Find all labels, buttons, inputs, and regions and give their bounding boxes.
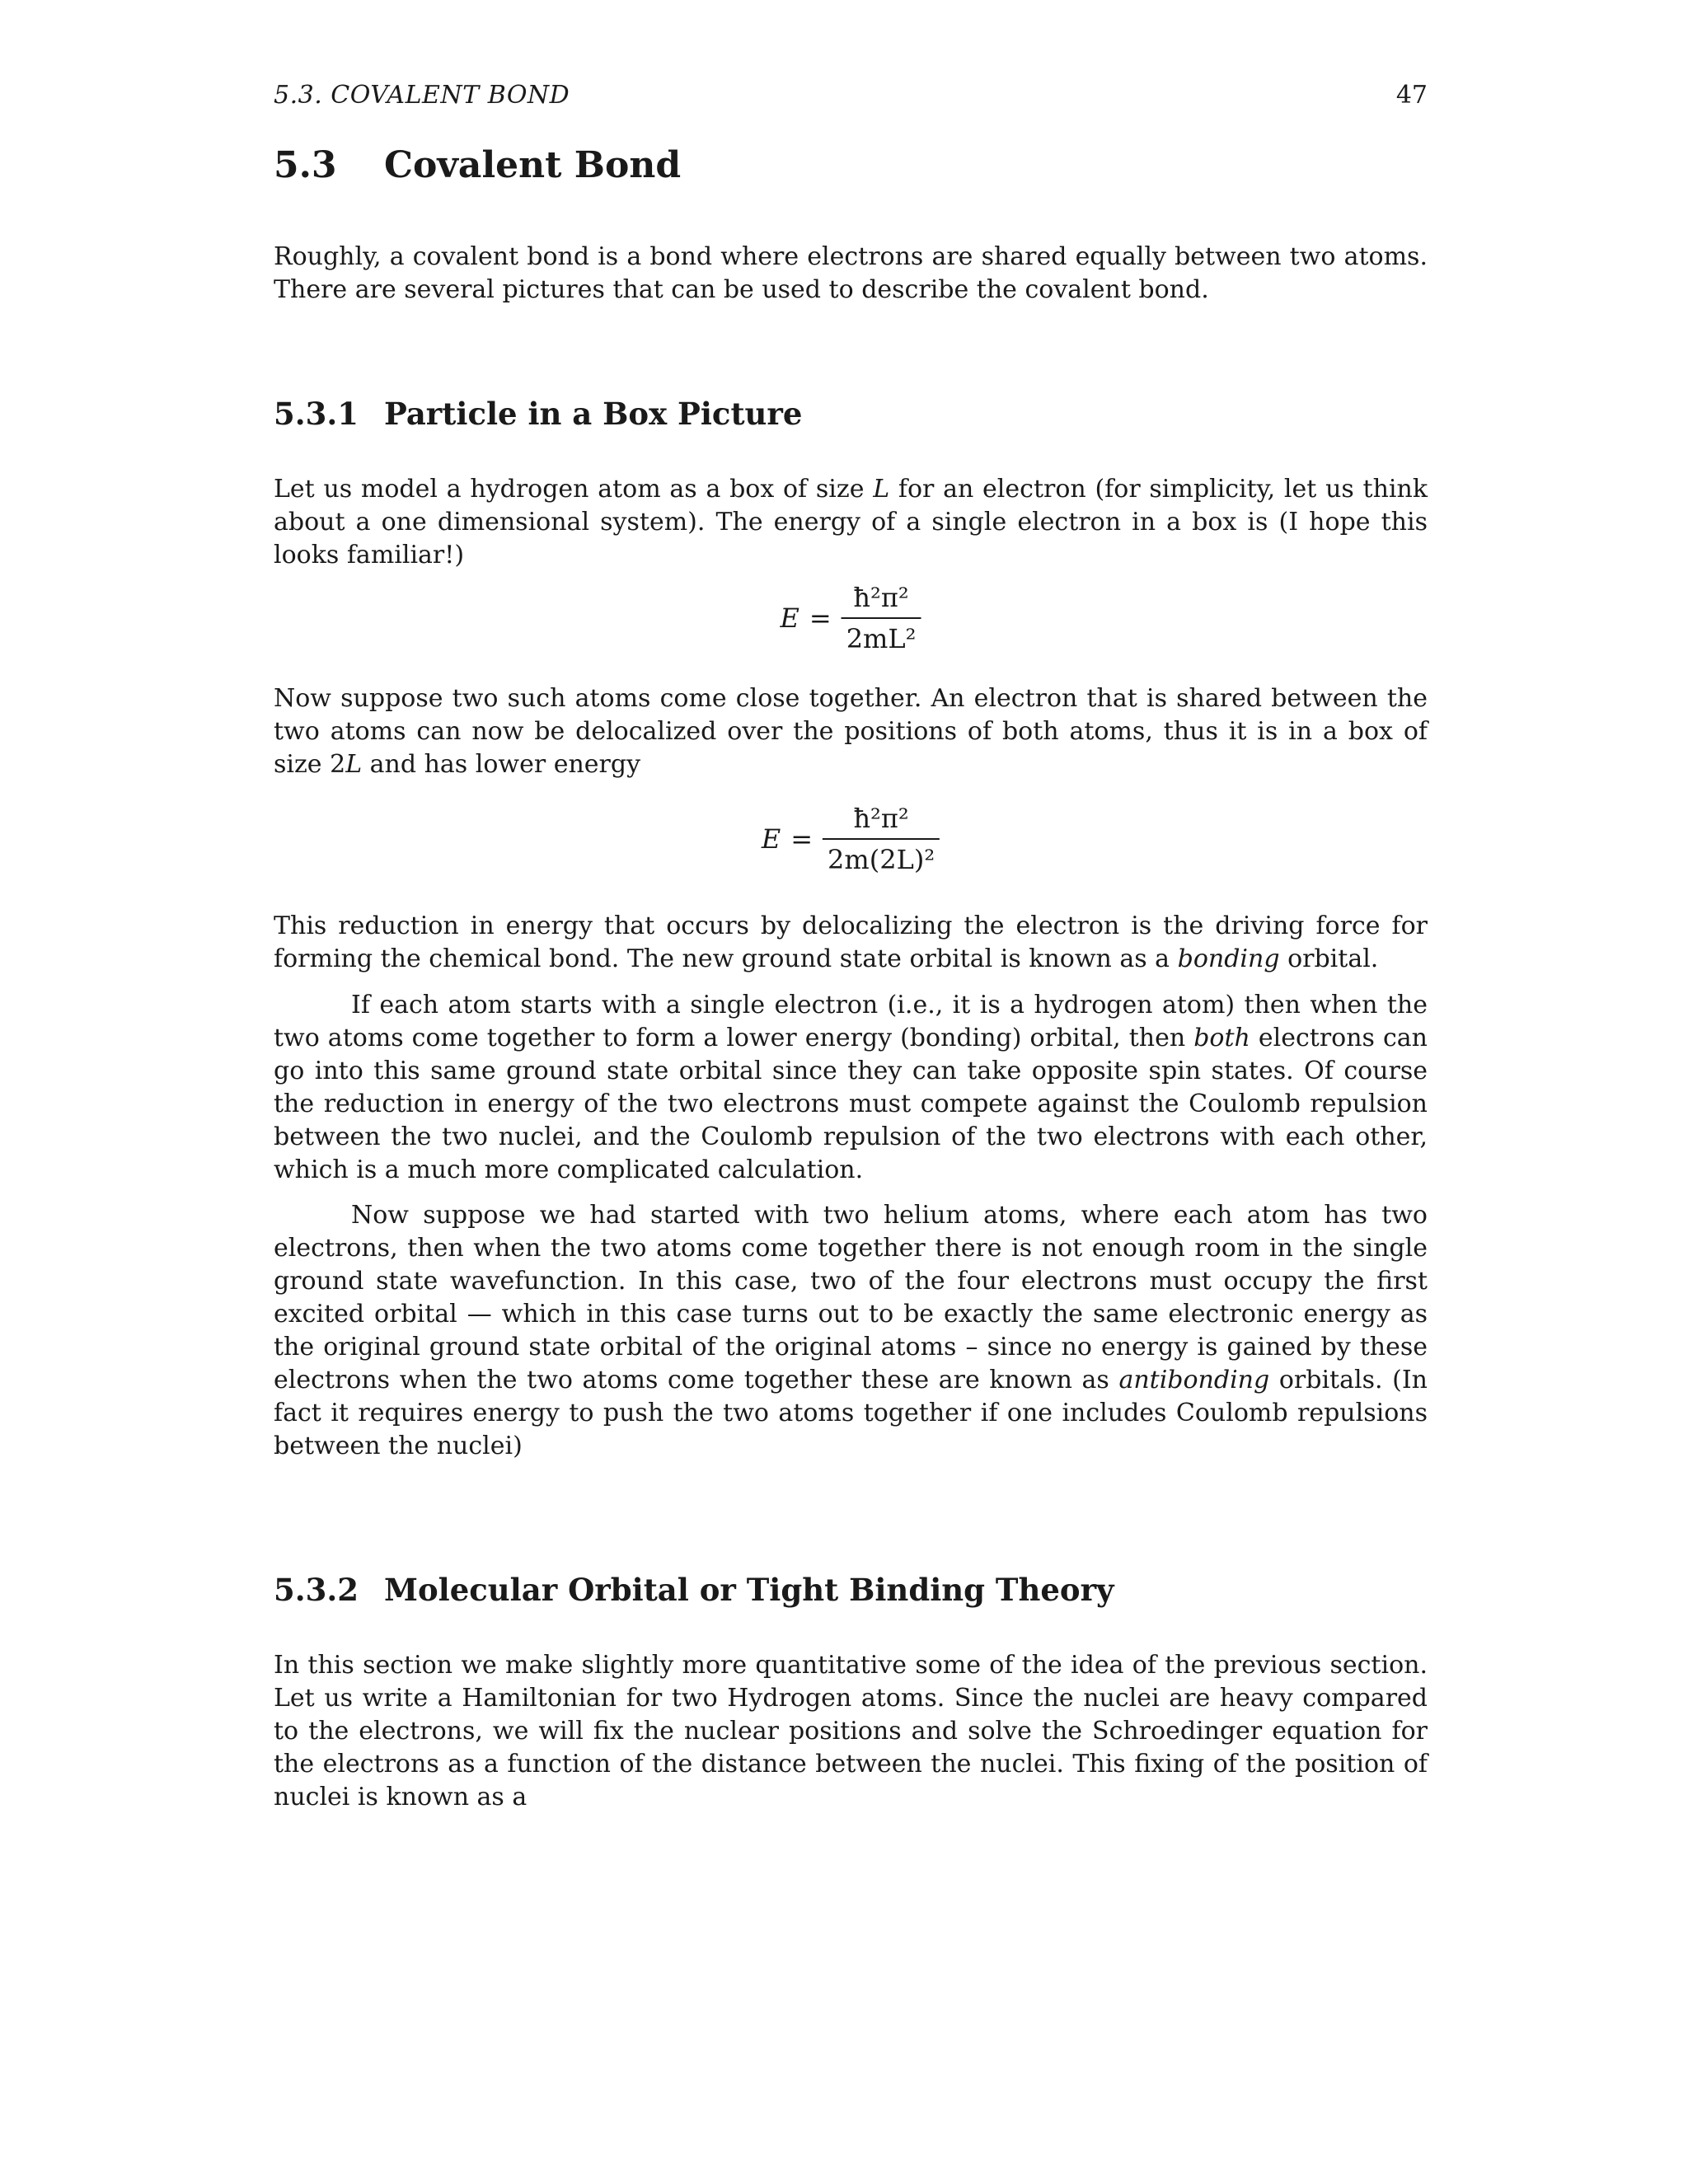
emphasis: bonding [1177,944,1280,973]
equation-lhs: E [761,823,781,855]
text-run: Now suppose we had started with two helium atoms, where each atom has two electrons, then when the two atoms come together there is not enough room in the single ground state wavefunction. In this case, two of the four electrons must occupy the first excited orbital — which in this case turns out to be exactly the same electronic energy as the original ground state orbital of the original atoms – since no energy is gained by these electrons when the two atoms come together these are known as [274,1201,1428,1394]
text-run: If each atom starts with a single electron (i.e., it is a hydrogen atom) then when the two atoms come together to form a lower energy (bonding) orbital, then [274,991,1428,1052]
subsection-number: 5.3.1 [274,396,359,432]
section-heading [274,144,681,186]
intro-paragraph: Roughly, a covalent bond is a bond where electrons are shared equally between two atoms. There are several pictures that can be used to describe the covalent bond. [274,242,1428,304]
paragraph-tight-binding: In this section we make slightly more quantitative some of the idea of the previous section. Let us write a Hamiltonian for two Hydrogen atoms. Since the nuclei are heavy compared to the electrons, we will fix the nuclear positions and solve the Schroedinger equation for the electrons as a function of the distance between the nuclei. This fixing of the position of nuclei is known as a [274,1651,1428,1811]
subsection-heading-2 [274,1572,1114,1608]
text-run: and has lower energy [362,750,641,779]
text-run: This reduction in energy that occurs by delocalizing the electron is the driving force for forming the chemical bond. The new ground state orbital is known as a [274,912,1428,973]
text-run: Let us model a hydrogen atom as a box of size [274,475,874,504]
fraction-denominator: 2mL² [842,617,921,655]
fraction-numerator: ħ²π² [853,582,909,613]
equation-double-box [274,798,1428,880]
paragraph-helium-antibonding [274,1199,1428,1463]
section-title: Covalent Bond [384,144,682,186]
paragraph-hydrogen-electrons [274,989,1428,1187]
paragraph-bonding-orbital [274,910,1428,976]
paragraph-two-atoms [274,682,1428,781]
text-run: orbitals. (In fact it requires energy to push the two atoms together if one includes Coulomb repulsions between the nuclei) [274,1366,1428,1460]
section-number: 5.3 [274,144,337,186]
equals-sign: = [809,602,832,634]
fraction [823,802,940,876]
text-run: Now suppose two such atoms come close together. An electron that is shared between the two atoms can now be delocalized over the positions of both atoms, thus it is in a box of size 2 [274,684,1428,779]
equals-sign: = [790,823,814,855]
subsection-title: Molecular Orbital or Tight Binding Theory [384,1572,1114,1608]
subsection-title: Particle in a Box Picture [384,396,803,432]
emphasis: antibonding [1118,1366,1270,1394]
equation-lhs: E [780,602,799,634]
subsection-number: 5.3.2 [274,1572,359,1608]
math-variable: L [873,475,890,504]
text-run: orbital. [1279,944,1379,973]
text-run: for an electron (for simplicity, let us think about a one dimensional system). The energy of a single electron in a box is (I hope this looks familiar!) [274,475,1428,569]
subsection-heading-1 [274,396,802,432]
fraction-denominator: 2m(2L)² [823,838,940,876]
text-run: electrons can go into this same ground state orbital since they can take opposite spin states. Of course the reduction in energy of the two electrons must compete against the Coulomb repulsion between the two nuclei, and the Coulomb repulsion of the two electrons with each other, which is a much more complicated calculation. [274,1024,1428,1184]
fraction [842,581,921,655]
fraction-numerator: ħ²π² [853,803,909,834]
page-number: 47 [1395,81,1428,110]
running-head [274,81,1428,122]
equation-single-box [274,577,1428,659]
math-variable: L [345,750,363,779]
running-head-title: 5.3. COVALENT BOND [274,81,570,110]
emphasis: both [1193,1024,1250,1052]
paragraph-box-model [274,473,1428,572]
